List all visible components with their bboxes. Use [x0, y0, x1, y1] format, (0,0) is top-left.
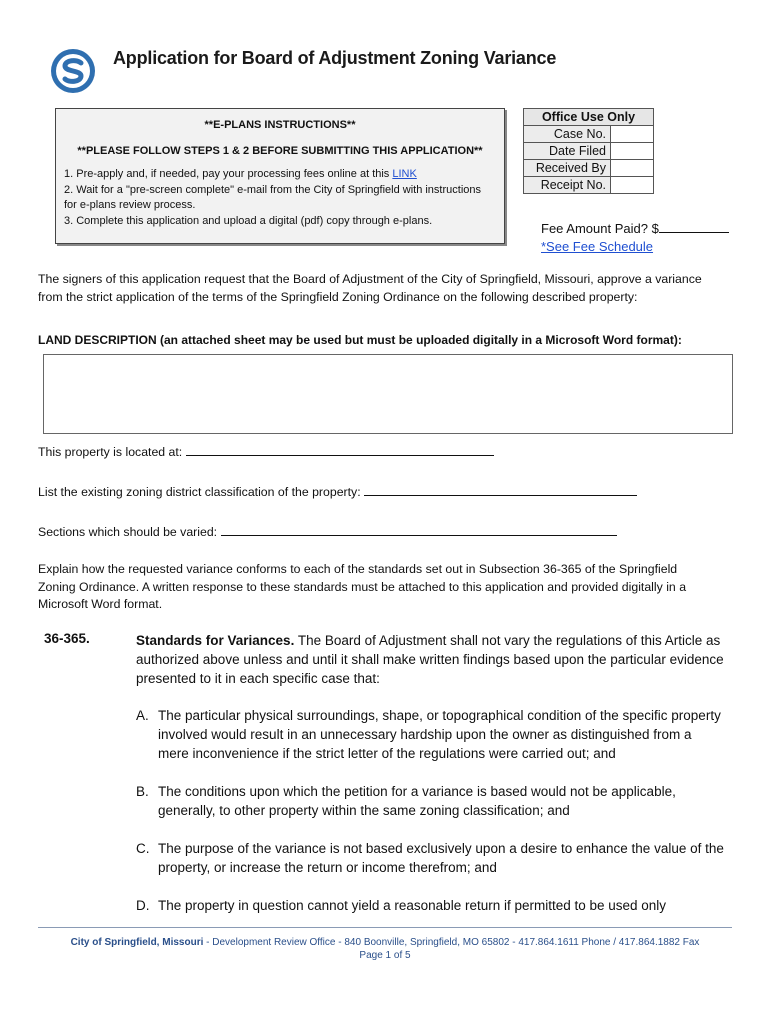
fee-amount	[541, 220, 729, 236]
prepay-link[interactable]: LINK	[392, 168, 417, 180]
received-by-field[interactable]	[611, 160, 654, 177]
standard-item-d	[136, 896, 726, 915]
item-text: The conditions upon which the petition for a variance is based would not be applicable, generally, to other property within the same zoning classification; and	[158, 784, 676, 818]
office-use-heading: Office Use Only	[524, 109, 654, 126]
fee-schedule-link[interactable]: *See Fee Schedule	[541, 239, 654, 254]
section-text: The Board of Adjustment shall not vary the regulations of this Article as authorized above unless and until it shall make written findings based upon the particular evidence presented to it in each specific case that:	[136, 633, 724, 686]
sections-row	[38, 523, 718, 542]
footer-details: - Development Review Office - 840 Boonville, Springfield, MO 65802 - 417.864.1611 Phone / 417.864.1882 Fax	[203, 937, 700, 948]
item-letter: B.	[136, 784, 149, 799]
footer-divider	[38, 927, 732, 928]
eplans-subheading: **PLEASE FOLLOW STEPS 1 & 2 BEFORE SUBMITTING THIS APPLICATION**	[77, 145, 483, 157]
location-row	[38, 443, 718, 462]
zoning-row	[38, 483, 718, 502]
item-letter: D.	[136, 898, 150, 913]
explain-paragraph: Explain how the requested variance conforms to each of the standards set out in Subsection 36-365 of the Springfield Zoning Ordinance. A written response to these standards must be attached to this application and provided digitally in a Microsoft Word format.	[38, 562, 687, 611]
item-text: The particular physical surroundings, shape, or topographical condition of the specific property involved would result in an unnecessary hardship upon the owner as distinguished from a mere inconvenience if the strict letter of the regulations were carried out; and	[158, 708, 721, 761]
fee-amount-field[interactable]	[659, 220, 729, 233]
page-number: Page 1 of 5	[359, 950, 411, 961]
office-use-table	[523, 108, 654, 194]
eplans-instructions-box	[55, 108, 505, 244]
fee-amount-label: Fee Amount Paid? $	[541, 221, 659, 236]
land-description-field[interactable]	[43, 354, 733, 434]
eplans-heading: **E-PLANS INSTRUCTIONS**	[204, 119, 356, 131]
item-text: The purpose of the variance is not based exclusively upon a desire to enhance the value of the property, or increase the return or income therefrom; and	[158, 841, 724, 875]
zoning-field[interactable]	[364, 483, 637, 496]
step-1-text: 1. Pre-apply and, if needed, pay your processing fees online at this	[64, 168, 393, 180]
location-field[interactable]	[186, 443, 494, 456]
location-label: This property is located at:	[38, 445, 183, 459]
sections-field[interactable]	[221, 523, 617, 536]
page-title: Application for Board of Adjustment Zoning Variance	[113, 48, 557, 68]
case-no-field[interactable]	[611, 126, 654, 143]
date-filed-field[interactable]	[611, 143, 654, 160]
case-no-label: Case No.	[524, 126, 611, 143]
city-logo	[50, 48, 96, 94]
step-2: 2. Wait for a "pre-screen complete" e-mail from the City of Springfield with instructions for e-plans review process.	[64, 183, 482, 211]
land-description-label: LAND DESCRIPTION (an attached sheet may be used but must be uploaded digitally in a Microsoft Word format):	[38, 333, 682, 347]
item-letter: C.	[136, 841, 150, 856]
sections-label: Sections which should be varied:	[38, 525, 218, 539]
footer-address	[0, 937, 770, 948]
footer-city: City of Springfield, Missouri	[70, 937, 204, 948]
receipt-no-label: Receipt No.	[524, 177, 611, 194]
date-filed-label: Date Filed	[524, 143, 611, 160]
step-1	[64, 167, 496, 183]
receipt-no-field[interactable]	[611, 177, 654, 194]
standard-item-b	[136, 782, 726, 820]
section-title: Standards for Variances.	[136, 633, 295, 648]
standard-item-a	[136, 706, 726, 763]
eplans-steps	[64, 167, 496, 229]
step-3: 3. Complete this application and upload a digital (pdf) copy through e-plans.	[64, 214, 433, 227]
zoning-label: List the existing zoning district classification of the property:	[38, 485, 361, 499]
item-text: The property in question cannot yield a reasonable return if permitted to be used only	[158, 898, 667, 913]
item-letter: A.	[136, 708, 149, 723]
intro-paragraph: The signers of this application request that the Board of Adjustment of the City of Springfield, Missouri, approve a variance from the strict application of the terms of the Springfield Zoning Ordinance on the following described property:	[38, 272, 702, 304]
standard-item-c	[136, 839, 726, 877]
received-by-label: Received By	[524, 160, 611, 177]
section-number: 36-365.	[44, 631, 90, 646]
section-body	[136, 631, 726, 688]
